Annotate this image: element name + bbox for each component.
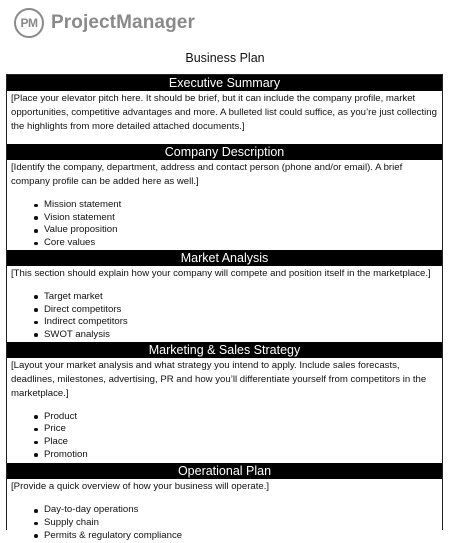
section-body	[7, 91, 442, 134]
section-body	[7, 266, 442, 281]
section-heading: Market Analysis	[7, 250, 442, 266]
list-item: Direct competitors	[34, 304, 442, 317]
list-item: Promotion	[34, 449, 442, 462]
section-description: [This section should explain how your company will compete and position itself in the marketplace.]	[11, 267, 431, 279]
bullet-list	[7, 504, 442, 542]
list-item: Vision statement	[34, 212, 442, 225]
list-item: Day-to-day operations	[34, 504, 442, 517]
list-item: Supply chain	[34, 517, 442, 530]
logo-wordmark: ProjectManager	[51, 12, 195, 33]
spacer	[7, 281, 442, 291]
section-description: [Place your elevator pitch here. It should be brief, but it can include the company profile, market opportunities, competitive advantages and more. A bulleted list could suffice, as you’re just collecting the highlights from more detailed attached documents.]	[11, 93, 437, 132]
section-executive-summary	[7, 75, 442, 144]
section-description: [Layout your market analysis and what strategy you intend to apply. Include sales forecasts, deadlines, milestones, advertising, PR and how you’ll differentiate yourself from competitors in the marketplace.]	[11, 359, 427, 399]
list-item: Place	[34, 436, 442, 449]
section-market-analysis	[7, 250, 442, 342]
section-description: [Provide a quick overview of how your business will operate.]	[11, 481, 270, 493]
section-body	[7, 358, 442, 401]
section-body	[7, 479, 442, 494]
spacer	[7, 401, 442, 411]
list-item: Target market	[34, 291, 442, 304]
section-marketing-sales-strategy	[7, 342, 442, 464]
bullet-list	[7, 291, 442, 342]
section-description: [Identify the company, department, address and contact person (phone and/or email). A brief company profile can be added here as well.]	[11, 162, 403, 187]
section-company-description	[7, 144, 442, 250]
list-item: Permits & regulatory compliance	[34, 530, 442, 543]
list-item: Indirect competitors	[34, 316, 442, 329]
spacer	[7, 494, 442, 504]
business-plan-document	[6, 74, 443, 541]
projectmanager-logo	[14, 8, 195, 38]
list-item: Core values	[34, 237, 442, 250]
section-heading: Executive Summary	[7, 75, 442, 91]
list-item: Price	[34, 423, 442, 436]
section-heading: Marketing & Sales Strategy	[7, 342, 442, 358]
list-item: SWOT analysis	[34, 329, 442, 342]
spacer	[7, 134, 442, 144]
bullet-list	[7, 411, 442, 462]
section-heading: Operational Plan	[7, 463, 442, 479]
list-item: Product	[34, 411, 442, 424]
list-item: Mission statement	[34, 199, 442, 212]
pm-logo-icon: PM	[14, 8, 44, 38]
document-title: Business Plan	[185, 51, 265, 65]
section-body	[7, 160, 442, 189]
section-heading: Company Description	[7, 144, 442, 160]
bullet-list	[7, 199, 442, 250]
section-operational-plan	[7, 463, 442, 542]
spacer	[7, 189, 442, 199]
list-item: Value proposition	[34, 224, 442, 237]
